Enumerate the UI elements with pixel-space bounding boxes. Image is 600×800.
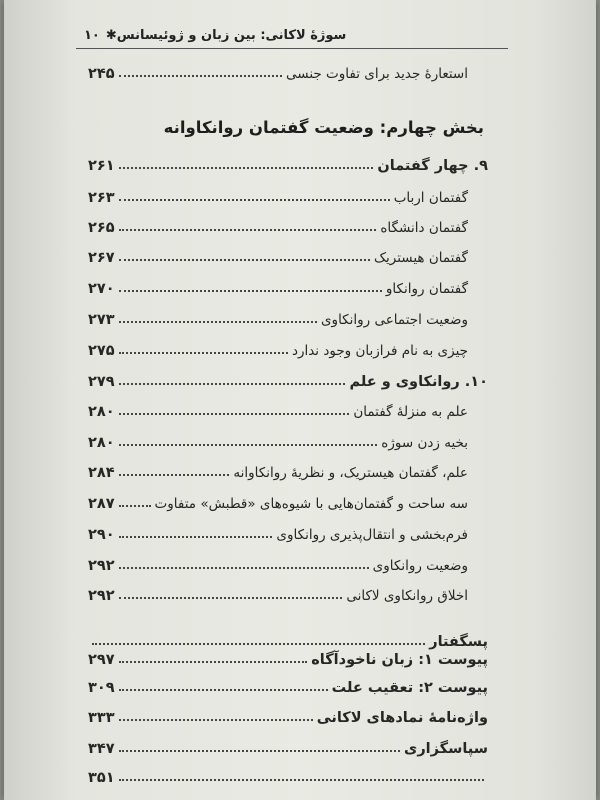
dot-leader (119, 567, 369, 569)
dot-leader (119, 444, 378, 446)
toc-entry (88, 764, 488, 786)
toc-entry (88, 735, 488, 757)
toc-page-number: ۲۹۷ (88, 652, 115, 668)
header-title: سوژهٔ لاکانی: بین زبان و ژوئیسانس (116, 27, 347, 43)
toc-entry (88, 429, 488, 451)
toc-entry (88, 368, 488, 390)
toc-page-number: ۲۸۰ (88, 435, 115, 451)
toc-entry (88, 337, 488, 359)
toc-page-number: ۳۴۷ (88, 741, 115, 757)
toc-entry (88, 674, 488, 696)
toc-entry-title: چیزی به نام فرازبان وجود ندارد (291, 343, 468, 359)
toc-entry-title: علم به منزلهٔ گفتمان (353, 404, 468, 420)
header-page-number: ۱۰ (84, 27, 100, 43)
toc-page-number: ۲۹۲ (88, 558, 115, 574)
toc-entry-title: ۹. چهار گفتمان (377, 158, 488, 174)
toc-page-number: ۲۷۳ (88, 312, 115, 328)
toc-entry-title: ۱۰. روانکاوی و علم (349, 374, 488, 390)
book-page (4, 0, 596, 800)
toc-page-number: ۲۶۱ (88, 158, 115, 174)
dot-leader (119, 352, 288, 354)
toc-entry (88, 244, 488, 266)
dot-leader (119, 321, 317, 323)
toc-entry (88, 459, 488, 481)
toc-entry-title: گفتمان دانشگاه (380, 220, 468, 236)
toc-entry-title: پیوست ۱: زبان ناخودآگاه (311, 652, 488, 668)
toc-entry (88, 490, 488, 512)
toc-entry-title: وضعیت اجتماعی روانکاوی (320, 312, 468, 328)
dot-leader (119, 413, 350, 415)
toc-page-number: ۲۸۰ (88, 404, 115, 420)
dot-leader (119, 290, 382, 292)
toc-page-number: ۲۸۷ (88, 496, 115, 512)
toc-entry-title: استعارهٔ جدید برای تفاوت جنسی (286, 66, 468, 82)
dot-leader (119, 383, 346, 385)
toc-entry (88, 398, 488, 420)
dot-leader (119, 199, 390, 201)
toc-entry-title: گفتمان هیستریک (373, 250, 468, 266)
toc-entry (88, 521, 488, 543)
toc-entry-title: علم، گفتمان هیستریک، و نظریهٔ روانکاوانه (233, 465, 468, 481)
toc-entry-title: گفتمان روانکاو (385, 281, 468, 297)
dot-leader (119, 75, 282, 77)
dot-leader (119, 259, 370, 261)
toc-entry (88, 704, 488, 726)
toc-page-number: ۲۹۲ (88, 588, 115, 604)
dot-leader (119, 779, 484, 781)
toc-page-number: ۲۶۷ (88, 250, 115, 266)
toc-entry (88, 184, 488, 206)
dot-leader (119, 689, 328, 691)
toc-entry-title: سه ساحت و گفتمان‌هایی با شیوه‌های «قطبش» متفاوت (154, 496, 468, 512)
toc-page-number: ۲۴۵ (88, 66, 115, 82)
toc-page-number: ۲۹۰ (88, 527, 115, 543)
dot-leader (92, 643, 425, 645)
toc-entry (88, 275, 488, 297)
toc-entry (88, 646, 488, 668)
toc-entry-title: سپاسگزاری (404, 741, 488, 757)
toc-page-number: ۲۷۵ (88, 343, 115, 359)
dot-leader (119, 719, 313, 721)
toc-entry-title: بخیه زدن سوژه (381, 435, 468, 451)
toc-page-number: ۳۵۱ (88, 770, 115, 786)
dot-leader (119, 505, 151, 507)
toc-entry-title: پیوست ۲: تعقیب علت (331, 680, 488, 696)
toc-entry-title: واژه‌نامهٔ نمادهای لاکانی (316, 710, 488, 726)
toc-page-number: ۳۰۹ (88, 680, 115, 696)
toc-entry-title: اخلاق روانکاوی لاکانی (346, 588, 468, 604)
toc-entry-title: فرم‌بخشی و انتقال‌پذیری روانکاوی (276, 527, 468, 543)
toc-entry (88, 60, 488, 82)
dot-leader (119, 597, 343, 599)
dot-leader (119, 474, 230, 476)
toc-page-number: ۲۷۹ (88, 374, 115, 390)
dot-leader (119, 661, 308, 663)
running-header (76, 22, 508, 49)
toc-entry (88, 306, 488, 328)
section-title: بخش چهارم: وضعیت گفتمان روانکاوانه (163, 118, 484, 137)
toc-entry (88, 152, 488, 174)
toc-entry (88, 214, 488, 236)
star-icon: ✱ (105, 27, 117, 43)
toc-entry-title: پسگفتار (429, 634, 488, 650)
toc-entry-title: گفتمان ارباب (393, 190, 468, 206)
toc-page-number: ۲۶۵ (88, 220, 115, 236)
toc-page-number: ۲۸۴ (88, 465, 115, 481)
toc-entry (88, 552, 488, 574)
toc-entry-title: وضعیت روانکاوی (372, 558, 468, 574)
dot-leader (119, 167, 374, 169)
toc-entry (88, 582, 488, 604)
toc-page-number: ۳۳۳ (88, 710, 115, 726)
dot-leader (119, 229, 377, 231)
toc-page-number: ۲۷۰ (88, 281, 115, 297)
dot-leader (119, 750, 400, 752)
dot-leader (119, 536, 273, 538)
toc-page-number: ۲۶۳ (88, 190, 115, 206)
